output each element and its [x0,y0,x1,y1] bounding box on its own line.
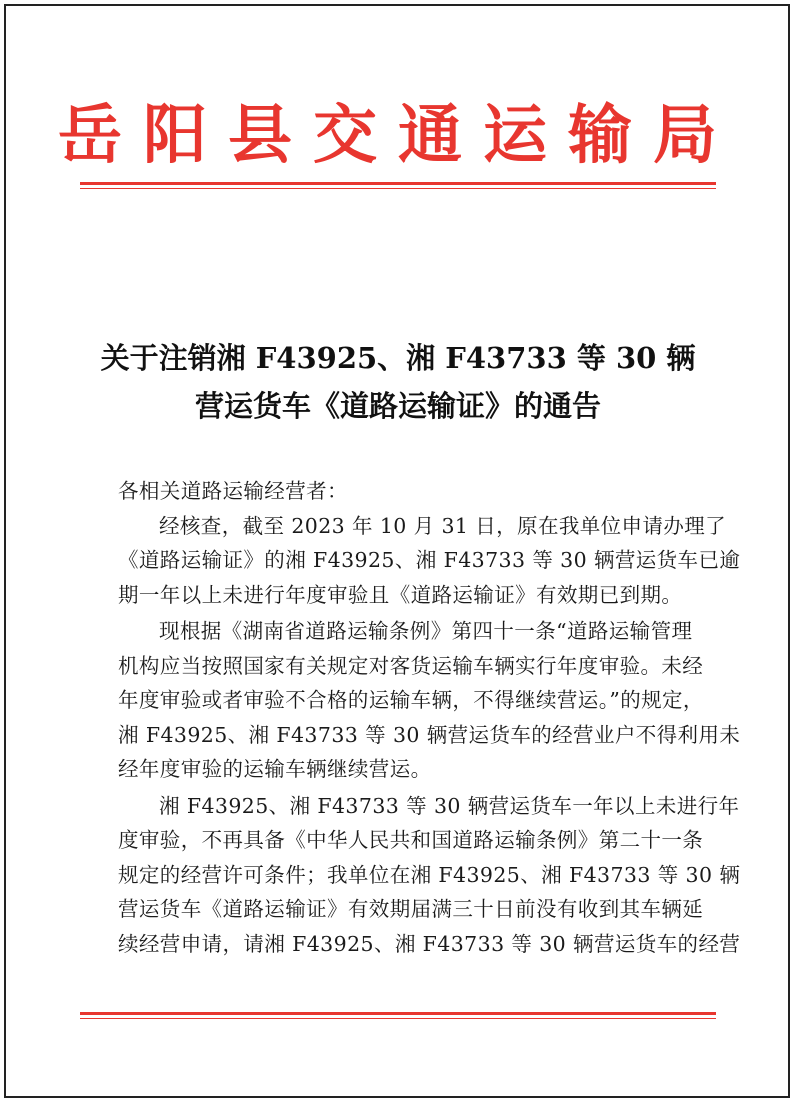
document-body [118,474,741,961]
paragraph-line: 期一年以上未进行年度审验且《道路运输证》有效期已到期。 [118,582,683,607]
paragraph-line: 续经营申请，请湘 F43925、湘 F43733 等 30 辆营运货车的经营 [118,931,741,956]
paragraph-line: 年度审验或者审验不合格的运输车辆，不得继续营运。”的规定， [118,688,704,712]
paragraph-1 [118,509,741,613]
paragraph-line: 经年度审验的运输车辆继续营运。 [118,757,432,781]
paragraph-line: 度审验，不再具备《中华人民共和国道路运输条例》第二十一条 [118,828,704,852]
paragraph-line: 规定的经营许可条件；我单位在湘 F43925、湘 F43733 等 30 辆 [118,862,741,887]
paragraph-line: 《道路运输证》的湘 F43925、湘 F43733 等 30 辆营运货车已逾 [118,548,741,572]
footer-red-line-thin [80,1018,716,1019]
paragraph-line: 机构应当按照国家有关规定对客货运输车辆实行年度审验。未经 [118,653,704,678]
paragraph-line: 营运货车《道路运输证》有效期届满三十日前没有收到其车辆延 [118,897,704,921]
paragraph-line: 湘 F43925、湘 F43733 等 30 辆营运货车的经营业户不得利用未 [118,722,741,747]
paragraph-3 [118,789,741,962]
salutation: 各相关道路运输经营者： [118,479,348,503]
footer-red-line-thick [80,1012,716,1015]
paragraph-line: 经核查，截至 2023 年 10 月 31 日，原在我单位申请办理了 [159,513,727,538]
paragraph-line: 湘 F43925、湘 F43733 等 30 辆营运货车一年以上未进行年 [159,793,740,818]
header-red-line-thin [80,188,716,189]
document-title-line-1: 关于注销湘 F43925、湘 F43733 等 30 辆 [100,341,696,375]
agency-header: 岳阳县交通运输局 [58,98,738,173]
paragraph-2 [118,614,741,787]
document-title-line-2: 营运货车《道路运输证》的通告 [194,389,601,423]
header-red-line-thick [80,182,716,185]
paragraph-line: 现根据《湖南省道路运输条例》第四十一条“道路运输管理 [159,619,693,643]
